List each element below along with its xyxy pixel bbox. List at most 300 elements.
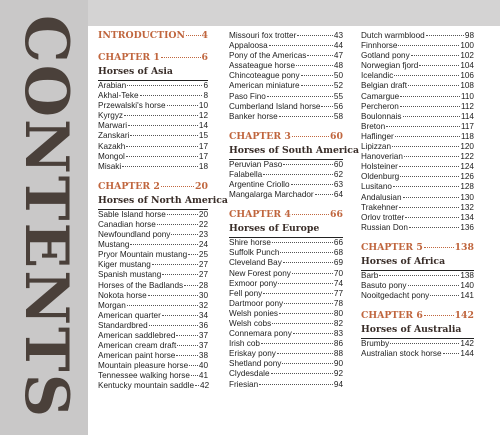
page-number: 14 xyxy=(198,121,208,131)
entry-label: Standardbred xyxy=(98,320,148,330)
toc-entry[interactable] xyxy=(229,170,343,180)
entry-label: American quarter xyxy=(98,310,161,320)
page-number: 43 xyxy=(333,31,343,40)
toc-entry[interactable] xyxy=(229,258,343,268)
dot-leader xyxy=(400,96,460,97)
chapter-title: Horses of Asia xyxy=(98,66,173,77)
page-number: 77 xyxy=(333,288,343,298)
entry-label: Misaki xyxy=(98,161,122,171)
toc-entry[interactable] xyxy=(98,210,208,220)
dot-leader xyxy=(293,333,333,334)
dot-leader xyxy=(130,135,197,136)
dot-leader xyxy=(162,315,198,316)
toc-column-1 xyxy=(98,30,228,392)
dot-leader xyxy=(408,85,459,86)
entry-label: Friesian xyxy=(229,379,259,389)
entry-label: Arabian xyxy=(98,81,127,90)
entry-label: Morgan xyxy=(98,300,126,310)
dot-leader xyxy=(279,116,333,117)
toc-entry[interactable] xyxy=(98,142,208,152)
page-number: 47 xyxy=(333,51,343,61)
page-number: 120 xyxy=(460,142,474,152)
entry-label: Boulonnais xyxy=(361,111,402,121)
entry-label: Cleveland Bay xyxy=(229,258,282,268)
toc-entry[interactable] xyxy=(361,271,474,281)
dot-leader xyxy=(283,164,333,165)
page-number: 134 xyxy=(460,212,474,222)
toc-entry[interactable] xyxy=(361,31,474,41)
entry-label: Canadian horse xyxy=(98,219,156,229)
page-number: 10 xyxy=(198,101,208,111)
toc-entry[interactable] xyxy=(361,112,474,122)
dot-leader xyxy=(161,186,194,187)
entry-label: Belgian draft xyxy=(361,81,407,91)
page-number: 20 xyxy=(195,180,208,192)
toc-entry[interactable] xyxy=(229,41,343,51)
toc-entry[interactable] xyxy=(98,162,208,172)
page-number: 24 xyxy=(198,240,208,250)
chapter-label: CHAPTER 1 xyxy=(98,52,160,63)
dot-leader xyxy=(430,295,459,296)
page-number: 136 xyxy=(460,222,474,232)
toc-entry[interactable] xyxy=(361,349,474,359)
page-number: 141 xyxy=(460,291,474,301)
page-number: 128 xyxy=(460,182,474,192)
entry-label: New Forest pony xyxy=(229,268,291,278)
toc-entry[interactable] xyxy=(98,260,208,270)
entry-label: Argentine Criollo xyxy=(229,180,290,190)
chapter-heading[interactable] xyxy=(229,132,343,144)
toc-entry[interactable] xyxy=(98,311,208,321)
entry-label: American saddlebred xyxy=(98,330,176,340)
toc-entry[interactable] xyxy=(229,349,343,359)
toc-entry[interactable] xyxy=(229,329,343,339)
toc-entry[interactable] xyxy=(229,269,343,279)
dot-leader xyxy=(191,375,198,376)
dot-leader xyxy=(390,343,459,344)
chapter-label: INTRODUCTION xyxy=(98,30,186,41)
chapter-title: Horses of North America xyxy=(98,194,228,206)
entry-label: Haflinger xyxy=(361,131,394,141)
chapter-label: CHAPTER 6 xyxy=(361,310,423,322)
dot-leader xyxy=(398,45,459,46)
page-number: 52 xyxy=(333,81,343,91)
toc-entry[interactable] xyxy=(98,381,208,391)
toc-entry[interactable] xyxy=(229,190,343,200)
entry-label: Lipizzan xyxy=(361,142,392,152)
toc-entry[interactable] xyxy=(98,121,208,131)
dot-leader xyxy=(424,247,454,248)
toc-entry[interactable] xyxy=(98,281,208,291)
page-number: 98 xyxy=(464,31,474,40)
entry-label: Appaloosa xyxy=(229,41,268,51)
page-number: 66 xyxy=(330,209,343,221)
page-number: 15 xyxy=(198,131,208,141)
page-number: 6 xyxy=(203,81,208,90)
entry-label: Shetland pony xyxy=(229,359,282,369)
dot-leader xyxy=(277,353,333,354)
dot-leader xyxy=(171,234,198,235)
dot-leader xyxy=(126,156,198,157)
dot-leader xyxy=(161,57,201,58)
entry-label: Camargue xyxy=(361,91,400,101)
toc-entry[interactable] xyxy=(98,321,208,331)
toc-entry[interactable] xyxy=(229,369,343,379)
toc-entry[interactable] xyxy=(98,230,208,240)
toc-entry[interactable] xyxy=(361,51,474,61)
page-number: 100 xyxy=(460,41,474,51)
page-number: 48 xyxy=(333,61,343,71)
toc-entry[interactable] xyxy=(98,152,208,162)
toc-entry[interactable] xyxy=(361,213,474,223)
dot-leader xyxy=(271,373,333,374)
toc-entry[interactable] xyxy=(229,102,343,112)
dot-leader xyxy=(403,116,460,117)
entry-label: Nokota horse xyxy=(98,290,147,300)
toc-entry[interactable] xyxy=(98,331,208,341)
dot-leader xyxy=(419,65,459,66)
toc-entry[interactable] xyxy=(229,61,343,71)
chapter-heading[interactable] xyxy=(98,53,208,65)
dot-leader xyxy=(400,176,459,177)
page-number: 88 xyxy=(333,349,343,359)
chapter-heading[interactable] xyxy=(361,311,474,323)
toc-entry[interactable] xyxy=(361,223,474,233)
entry-label: Peruvian Paso xyxy=(229,159,283,169)
entry-label: Breton xyxy=(361,121,386,131)
dot-leader xyxy=(157,224,198,225)
toc-entry[interactable] xyxy=(98,131,208,141)
dot-leader xyxy=(321,106,332,107)
dot-leader xyxy=(301,85,333,86)
entry-label: Dutch warmblood xyxy=(361,31,425,40)
dot-leader xyxy=(148,295,198,296)
toc-entry[interactable] xyxy=(229,112,343,122)
dot-leader xyxy=(292,214,329,215)
toc-entry[interactable] xyxy=(361,203,474,213)
page-number: 28 xyxy=(198,280,208,290)
page-number: 27 xyxy=(198,270,208,280)
dot-leader xyxy=(279,313,333,314)
page-number: 112 xyxy=(460,101,474,111)
toc-entry[interactable] xyxy=(361,172,474,182)
toc-entry[interactable] xyxy=(361,162,474,172)
page-number: 40 xyxy=(198,361,208,371)
entry-label: Chincoteague pony xyxy=(229,71,300,81)
toc-entry[interactable] xyxy=(98,351,208,361)
toc-entry[interactable] xyxy=(229,339,343,349)
entry-label: Clydesdale xyxy=(229,369,270,379)
toc-entry[interactable] xyxy=(361,41,474,51)
dot-leader xyxy=(379,275,459,276)
page-number: 138 xyxy=(460,270,474,280)
dot-leader xyxy=(128,125,198,126)
entry-label: Paso Fino xyxy=(229,91,266,101)
page-number: 37 xyxy=(198,341,208,351)
page-number: 94 xyxy=(333,379,343,389)
page-number: 92 xyxy=(333,369,343,379)
toc-entry[interactable] xyxy=(361,132,474,142)
entry-label: Pryor Mountain mustang xyxy=(98,250,188,260)
entry-label: Basuto pony xyxy=(361,280,407,290)
toc-entry[interactable] xyxy=(361,81,474,91)
page-number: 6 xyxy=(201,52,208,63)
dot-leader xyxy=(424,315,454,316)
page-number: 38 xyxy=(198,351,208,361)
toc-entry[interactable] xyxy=(229,248,343,258)
dot-leader xyxy=(152,264,198,265)
toc-entry[interactable] xyxy=(361,281,474,291)
page-number: 69 xyxy=(333,258,343,268)
toc-entry[interactable] xyxy=(361,291,474,301)
toc-entry[interactable] xyxy=(229,81,343,91)
toc-entry[interactable] xyxy=(229,180,343,190)
page-number: 106 xyxy=(460,71,474,81)
dot-leader xyxy=(167,105,198,106)
chapter-heading[interactable] xyxy=(98,31,208,43)
entry-label: Norwegian fjord xyxy=(361,61,419,71)
page-number: 60 xyxy=(333,159,343,169)
toc-entry[interactable] xyxy=(98,81,208,91)
toc-entry[interactable] xyxy=(98,270,208,280)
entry-label: Welsh cobs xyxy=(229,318,272,328)
page-number: 4 xyxy=(201,30,208,41)
page-number: 66 xyxy=(333,238,343,248)
page-number: 86 xyxy=(333,339,343,349)
dot-leader xyxy=(307,55,333,56)
entry-label: Orlov trotter xyxy=(361,212,405,222)
dot-leader xyxy=(177,345,198,346)
page-number: 58 xyxy=(333,111,343,121)
entry-label: American paint horse xyxy=(98,351,176,361)
entry-label: Lusitano xyxy=(361,182,392,192)
page-number: 70 xyxy=(333,268,343,278)
toc-entry[interactable] xyxy=(361,193,474,203)
toc-entry[interactable] xyxy=(229,359,343,369)
dot-leader xyxy=(267,96,333,97)
entry-label: Assateague horse xyxy=(229,61,295,71)
entry-label: Fell pony xyxy=(229,288,263,298)
toc-entry[interactable] xyxy=(361,102,474,112)
entry-label: Banker horse xyxy=(229,111,278,121)
toc-entry[interactable] xyxy=(361,339,474,349)
entry-label: Suffolk Punch xyxy=(229,248,280,258)
page-number: 108 xyxy=(460,81,474,91)
entry-label: Connemara pony xyxy=(229,329,292,339)
toc-entry[interactable] xyxy=(361,71,474,81)
dot-leader xyxy=(399,207,459,208)
page-number: 102 xyxy=(460,51,474,61)
dot-leader xyxy=(259,384,333,385)
chapter-title: Horses of South America xyxy=(229,144,359,156)
toc-entry[interactable] xyxy=(98,111,208,121)
toc-entry[interactable] xyxy=(229,31,343,41)
dot-leader xyxy=(176,355,198,356)
dot-leader xyxy=(162,274,198,275)
toc-entry[interactable] xyxy=(229,238,343,248)
page-number: 130 xyxy=(460,192,474,202)
page-number: 117 xyxy=(460,121,474,131)
dot-leader xyxy=(280,252,333,253)
page-number: 122 xyxy=(460,152,474,162)
entry-label: Dartmoor pony xyxy=(229,298,284,308)
dot-leader xyxy=(399,166,459,167)
page-number: 142 xyxy=(460,339,474,349)
dot-leader xyxy=(272,242,333,243)
toc-entry[interactable] xyxy=(229,309,343,319)
contents-heading-text: CONTENTS xyxy=(11,14,81,420)
page-number: 42 xyxy=(200,381,210,391)
entry-label: Sable Island horse xyxy=(98,209,166,219)
entry-label: American cream draft xyxy=(98,341,177,351)
chapter-heading[interactable] xyxy=(98,182,208,194)
entry-label: Tennessee walking horse xyxy=(98,371,190,381)
chapter-label: CHAPTER 4 xyxy=(229,209,291,221)
page-number: 32 xyxy=(198,300,208,310)
toc-entry[interactable] xyxy=(361,92,474,102)
toc-entry[interactable] xyxy=(361,142,474,152)
entry-label: Zanskari xyxy=(98,131,130,141)
dot-leader xyxy=(426,35,464,36)
dot-leader xyxy=(261,343,333,344)
dot-leader xyxy=(130,244,197,245)
dot-leader xyxy=(297,35,333,36)
page-number: 18 xyxy=(198,161,208,171)
dot-leader xyxy=(404,156,459,157)
toc-entry[interactable] xyxy=(361,61,474,71)
toc-entry[interactable] xyxy=(229,299,343,309)
dot-leader xyxy=(392,146,459,147)
toc-entry[interactable] xyxy=(229,160,343,170)
page-number: 34 xyxy=(198,310,208,320)
toc-entry[interactable] xyxy=(229,51,343,61)
chapter-label: CHAPTER 2 xyxy=(98,180,160,192)
dot-leader xyxy=(411,55,460,56)
toc-entry[interactable] xyxy=(98,91,208,101)
chapter-title: Horses of Europe xyxy=(229,223,320,235)
page-number: 27 xyxy=(198,260,208,270)
entry-label: Icelandic xyxy=(361,71,394,81)
entry-label: American miniature xyxy=(229,81,300,91)
page-number: 8 xyxy=(203,91,208,101)
page-number: 138 xyxy=(454,241,474,253)
page-number: 144 xyxy=(460,349,474,359)
page-number: 17 xyxy=(198,141,208,151)
dot-leader xyxy=(188,254,198,255)
page-number: 110 xyxy=(460,91,474,101)
chapter-heading[interactable] xyxy=(361,243,474,255)
toc-entry[interactable] xyxy=(229,289,343,299)
dot-leader xyxy=(127,85,202,86)
page-number: 41 xyxy=(198,371,208,381)
page-number: 36 xyxy=(198,320,208,330)
page-number: 55 xyxy=(333,91,343,101)
toc-entry[interactable] xyxy=(98,301,208,311)
entry-label: Mountain pleasure horse xyxy=(98,361,189,371)
page-number: 20 xyxy=(198,209,208,219)
dot-leader xyxy=(127,305,198,306)
dot-leader xyxy=(393,186,459,187)
page-number: 142 xyxy=(454,310,474,322)
toc-entry[interactable] xyxy=(98,250,208,260)
dot-leader xyxy=(282,363,333,364)
entry-label: Brumby xyxy=(361,339,390,349)
page-number: 80 xyxy=(333,308,343,318)
entry-label: Missouri fox trotter xyxy=(229,31,297,40)
toc-entry[interactable] xyxy=(98,361,208,371)
entry-label: Akhal-Teke xyxy=(98,91,139,101)
page-number: 124 xyxy=(460,162,474,172)
toc-entry[interactable] xyxy=(361,152,474,162)
dot-leader xyxy=(122,166,198,167)
page-number: 132 xyxy=(460,202,474,212)
dot-leader xyxy=(315,194,333,195)
entry-label: Finnhorse xyxy=(361,41,398,51)
toc-entry[interactable] xyxy=(98,220,208,230)
page-number: 22 xyxy=(198,219,208,229)
dot-leader xyxy=(272,323,333,324)
dot-leader xyxy=(195,385,199,386)
page-number: 74 xyxy=(333,278,343,288)
dot-leader xyxy=(124,115,198,116)
toc-entry[interactable] xyxy=(98,371,208,381)
dot-leader xyxy=(292,136,329,137)
entry-label: Horses of the Badlands xyxy=(98,280,184,290)
dot-leader xyxy=(403,197,460,198)
page-number: 30 xyxy=(198,290,208,300)
entry-label: Przewalski's horse xyxy=(98,101,166,111)
entry-label: Kiger mustang xyxy=(98,260,151,270)
toc-entry[interactable] xyxy=(229,92,343,102)
dot-leader xyxy=(167,214,198,215)
entry-label: Oldenburg xyxy=(361,172,400,182)
entry-label: Gotland pony xyxy=(361,51,410,61)
dot-leader xyxy=(278,283,333,284)
chapter-title: Horses of Africa xyxy=(361,255,446,267)
entry-label: Andalusian xyxy=(361,192,402,202)
entry-label: Mangalarga Marchador xyxy=(229,190,314,200)
chapter-heading[interactable] xyxy=(229,210,343,222)
toc-entry[interactable] xyxy=(229,71,343,81)
dot-leader xyxy=(292,273,333,274)
entry-label: Kazakh xyxy=(98,141,126,151)
dot-leader xyxy=(296,65,333,66)
page-number: 68 xyxy=(333,248,343,258)
page-number: 90 xyxy=(333,359,343,369)
page-number: 56 xyxy=(333,101,343,111)
page-number: 44 xyxy=(333,41,343,51)
toc-entry[interactable] xyxy=(361,122,474,132)
entry-label: Pony of the Americas xyxy=(229,51,307,61)
chapter-label: CHAPTER 3 xyxy=(229,130,291,142)
toc-entry[interactable] xyxy=(229,279,343,289)
toc-entry[interactable] xyxy=(98,341,208,351)
page-number: 83 xyxy=(333,329,343,339)
dot-leader xyxy=(263,293,333,294)
entry-label: Percheron xyxy=(361,101,399,111)
dot-leader xyxy=(269,45,333,46)
toc-entry[interactable] xyxy=(229,380,343,390)
toc-entry[interactable] xyxy=(98,240,208,250)
page-number: 60 xyxy=(330,130,343,142)
toc-entry[interactable] xyxy=(229,319,343,329)
dot-leader xyxy=(176,335,198,336)
entry-label: Hanoverian xyxy=(361,152,403,162)
toc-entry[interactable] xyxy=(98,291,208,301)
toc-entry[interactable] xyxy=(98,101,208,111)
page-number: 50 xyxy=(333,71,343,81)
toc-entry[interactable] xyxy=(361,182,474,192)
